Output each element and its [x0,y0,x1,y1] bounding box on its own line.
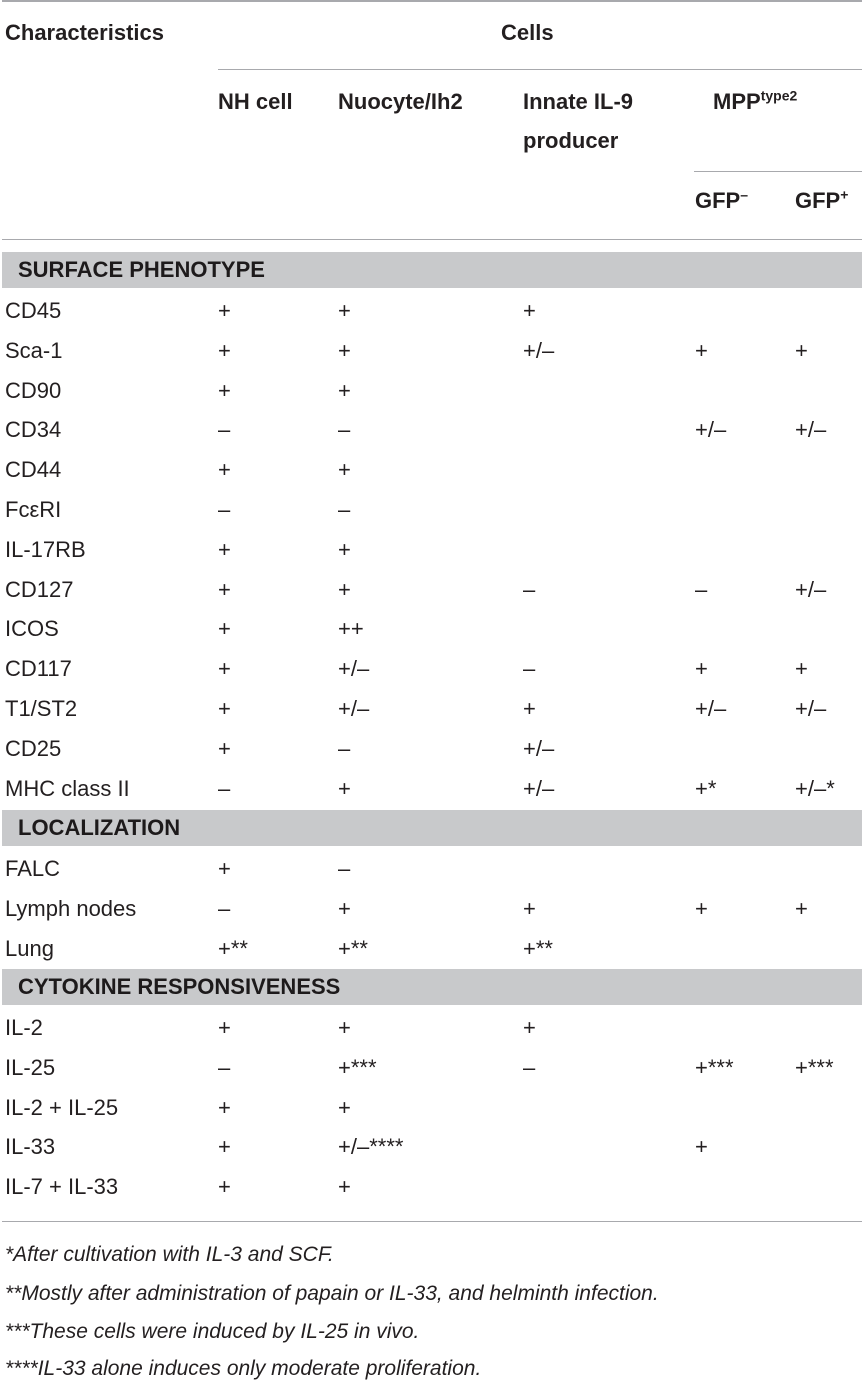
row-label: Sca-1 [5,337,63,363]
table-cell: + [218,616,231,642]
row-label: MHC class II [5,775,130,801]
footnote-4: ****IL-33 alone induces only moderate proliferation. [5,1357,482,1380]
table-cell: – [523,576,536,602]
table-cell: +*** [795,1054,834,1080]
table-cell: – [338,497,351,522]
table-cell: +/–* [795,775,835,801]
table-cell: +/– [695,696,727,721]
table-cell: – [338,417,351,443]
table-cell: + [218,576,231,602]
header-bottom-rule [2,239,862,240]
row-label: IL-25 [5,1054,56,1080]
table-cell: + [218,298,231,323]
table-cell: – [218,775,231,801]
section-title: LOCALIZATION [18,815,181,840]
row-label: CD25 [5,735,62,761]
table-cell: + [338,576,351,602]
row-label: ICOS [5,616,59,642]
table-cell: – [218,497,231,522]
table-cell: + [523,895,536,921]
table-cell: – [218,895,231,921]
table-cell: + [218,735,231,761]
row-label: IL-33 [5,1134,56,1160]
table-cell: + [218,1015,231,1040]
row-label: Lung [5,935,54,961]
table-cell: – [523,656,536,682]
cells-header-rule [218,69,862,70]
table-cell: + [523,696,536,721]
table-cell: +/– [795,417,827,443]
col-mpp-type2: $MPP^{type2}$ [713,87,798,114]
col-gfp-negative: GFP– [695,186,749,213]
row-label: IL-7 + IL-33 [5,1174,119,1200]
table-cell: + [523,298,536,323]
section-band [2,810,862,846]
table-cell: – [523,1054,536,1080]
table-cell: +*** [338,1054,377,1080]
table-cell: + [218,536,231,562]
row-label: IL-2 [5,1015,43,1040]
row-label: Lymph nodes [5,895,137,921]
section-band [2,969,862,1005]
row-label: T1/ST2 [5,696,78,721]
table-cell: + [338,895,351,921]
table-cell: + [338,1015,351,1040]
table-cell: +/– [338,656,370,682]
table-cell: + [795,656,808,682]
col-innate-il9-line2: producer [523,128,619,153]
table-cell: + [218,1094,231,1120]
row-label: CD90 [5,377,62,403]
table-cell: + [695,895,708,921]
table-cell: + [218,1174,231,1200]
table-top-rule [2,0,862,2]
mpp-header-rule [694,171,862,172]
table-cell: – [218,417,231,443]
col-innate-il9-line1: Innate IL-9 [523,89,634,114]
row-label: CD117 [5,656,72,682]
table-cell: +** [338,935,368,961]
table-cell: + [523,1015,536,1040]
row-label: CD127 [5,576,74,602]
row-label: CD44 [5,457,62,483]
row-label: IL-2 + IL-25 [5,1094,119,1120]
table-cell: – [338,856,351,881]
col-nuocyte: Nuocyte/Ih2 [338,89,463,114]
table-cell: +/– [795,576,827,602]
table-cell: + [695,656,708,682]
section-title: CYTOKINE RESPONSIVENESS [18,974,341,999]
section-band [2,252,862,288]
table-bottom-rule [2,1221,862,1222]
table-cell: + [338,457,351,483]
table-cell: +/– [523,735,555,761]
table-cell: + [695,337,708,363]
table-cell: + [218,1134,231,1160]
table-cell: +** [218,935,248,961]
table-cell: + [338,1174,351,1200]
footnote-3: ***These cells were induced by IL-25 in vivo. [5,1320,420,1343]
table-cell: + [218,457,231,483]
table-cell: +/– [338,696,370,721]
table-cell: +* [695,775,717,801]
table-cell: + [695,1134,708,1160]
table-cell: – [338,735,351,761]
table-cell: + [218,696,231,721]
table-cell: +*** [695,1054,734,1080]
table-cell: +** [523,935,553,961]
cells-header: Cells [501,20,554,45]
table-cell: + [338,536,351,562]
table-cell: +/–**** [338,1134,404,1160]
table-cell: + [218,337,231,363]
table-cell: + [338,337,351,363]
table-cell: +/– [523,775,555,801]
row-label: CD34 [5,417,62,443]
row-label: IL-17RB [5,536,86,562]
row-label: FALC [5,856,61,881]
table-cell: +/– [523,337,555,363]
table-cell: + [218,856,231,881]
table-cell: + [218,656,231,682]
row-label: FcεRI [5,497,62,522]
table-cell: + [338,775,351,801]
table-cell: + [338,377,351,403]
col-gfp-positive: GFP+ [795,186,849,213]
col-nh-cell: NH cell [218,89,293,114]
table-cell: + [795,895,808,921]
table-cell: – [695,576,708,602]
table-cell: + [795,337,808,363]
row-label: CD45 [5,298,62,323]
footnote-1: *After cultivation with IL-3 and SCF. [5,1243,334,1266]
characteristics-header: Characteristics [5,20,164,45]
section-title: SURFACE PHENOTYPE [18,257,265,282]
table-cell: +/– [695,417,727,443]
table-cell: – [218,1054,231,1080]
table-cell: +/– [795,696,827,721]
table-cell: + [338,298,351,323]
footnote-2: **Mostly after administration of papain or IL-33, and helminth infection. [5,1282,659,1305]
table-cell: ++ [338,616,364,642]
table-cell: + [338,1094,351,1120]
table-cell: + [218,377,231,403]
